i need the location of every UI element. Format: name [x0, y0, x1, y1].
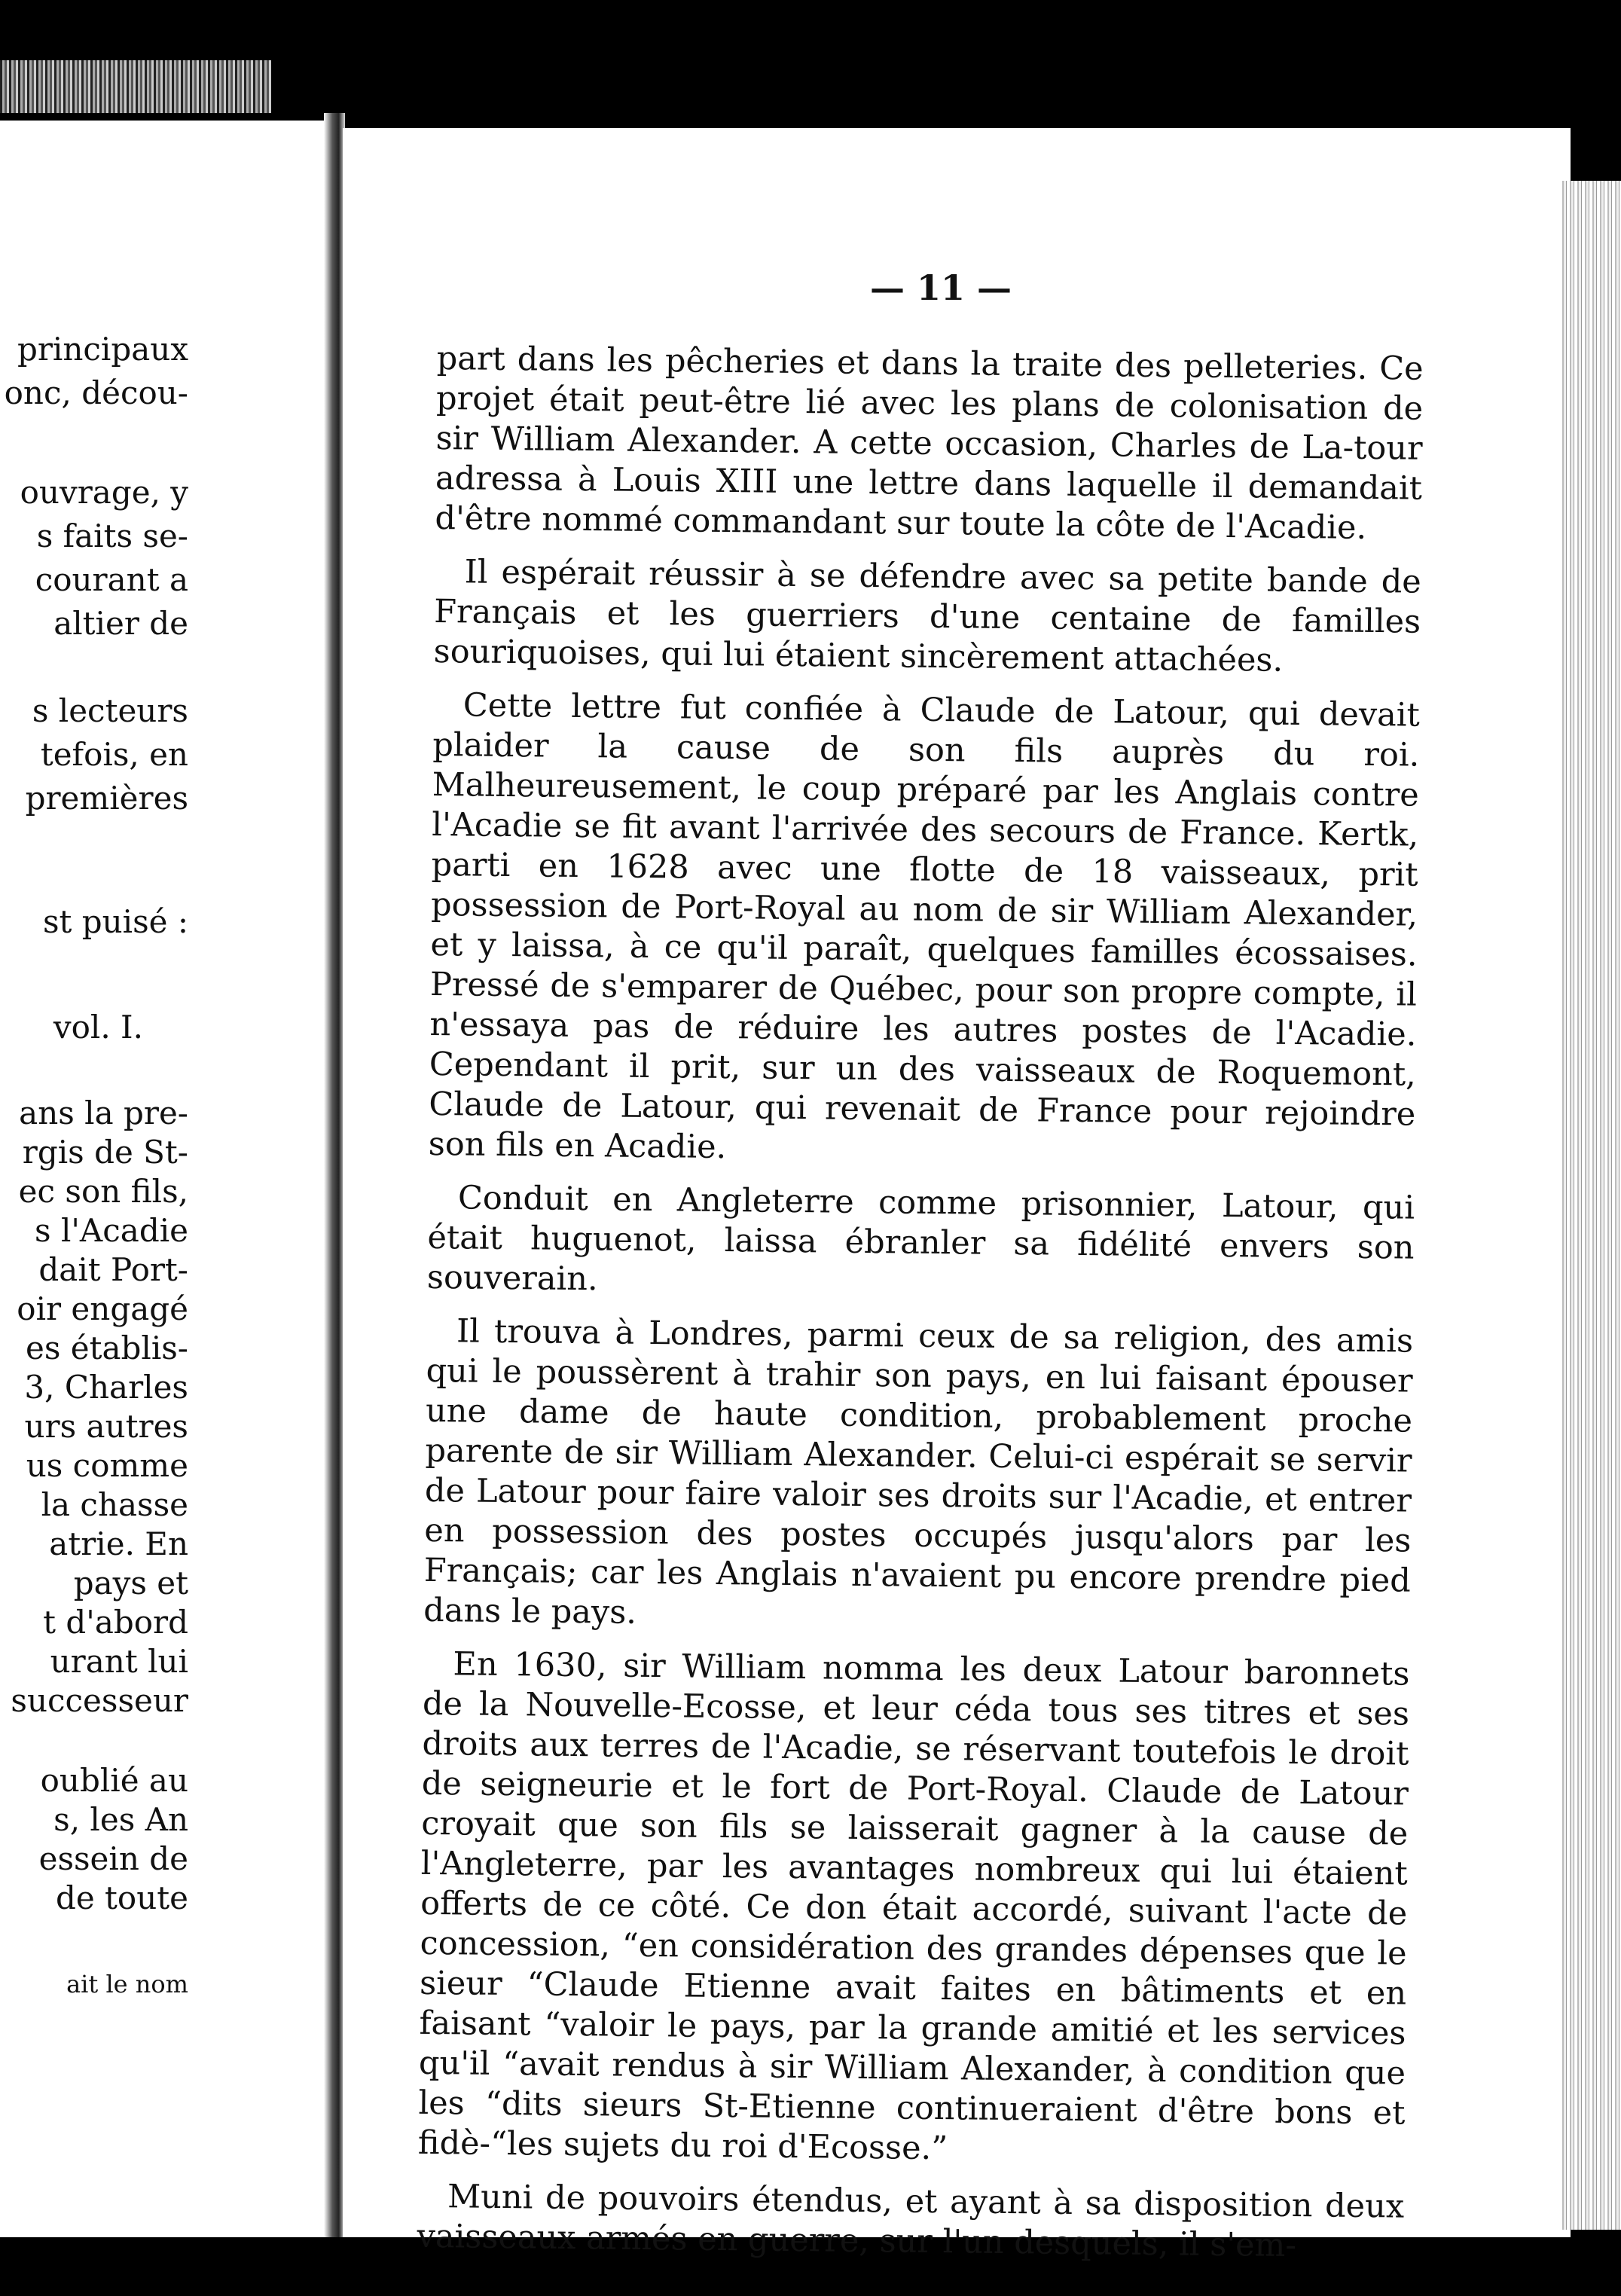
left-line: es établis- — [25, 1330, 188, 1366]
left-line: courant a — [35, 561, 188, 598]
left-line: altier de — [53, 605, 188, 642]
gutter-shadow — [324, 113, 345, 2237]
left-line: us comme — [26, 1447, 188, 1484]
book-spine-binding — [0, 60, 271, 113]
left-line: dait Port- — [38, 1251, 188, 1288]
left-line: urs autres — [24, 1408, 188, 1445]
left-line: oir engagé — [17, 1290, 188, 1327]
paragraph: Conduit en Angleterre comme prisonnier, Latour, qui était huguenot, laissa ébranler sa fidélité envers son souverain. — [426, 1179, 1415, 1299]
left-line: s lecteurs — [32, 692, 188, 729]
body-text — [417, 339, 1424, 2281]
left-line: tefois, en — [40, 736, 188, 773]
left-line: pays et — [73, 1565, 188, 1601]
left-line: oublié au — [40, 1762, 188, 1799]
left-line: vol. I. — [53, 1009, 143, 1046]
paragraph: Il trouva à Londres, parmi ceux de sa religion, des amis qui le poussèrent à trahir son pays, en lui faisant épouser une dame de haute condition, probablement proche parente de sir William Alexander. Celui-ci espérait se servir de Latour pour faire valoir ses droits sur l'Acadie, et entrer en possession des postes occupés jusqu'alors par les Français; car les Anglais n'avaient pu encore prendre pied dans le pays. — [423, 1312, 1414, 1632]
left-line: s faits se- — [36, 518, 188, 554]
paragraph: part dans les pêcheries et dans la traite des pelleteries. Ce projet était peut-être lié avec les plans de colonisation de sir William Alexander. A cette occasion, Charles de La-tour adressa à Louis XIII une lettre dans laquelle il demandait d'être nommé commandant sur toute la côte de l'Acadie. — [435, 339, 1424, 547]
page-number: — 11 — — [870, 267, 1012, 308]
paragraph: Muni de pouvoirs étendus, et ayant à sa disposition deux vaisseaux armés en guerre, sur l'un desquels, il s'em- — [417, 2178, 1405, 2265]
left-line: s, les An — [53, 1801, 188, 1838]
left-line: s l'Acadie — [35, 1212, 188, 1249]
scan-border-top — [0, 0, 1621, 45]
left-line: t d'abord — [43, 1604, 188, 1641]
left-line: 3, Charles — [24, 1369, 188, 1406]
left-line: atrie. En — [49, 1525, 188, 1562]
left-line: rgis de St- — [22, 1134, 188, 1171]
left-line: onc, décou- — [4, 374, 188, 411]
left-line: premières — [25, 780, 188, 817]
left-line: st puisé : — [42, 903, 188, 940]
left-line: ouvrage, y — [20, 474, 188, 511]
left-line: ans la pre- — [19, 1095, 188, 1131]
left-line: de toute — [55, 1879, 188, 1916]
left-line: successeur — [11, 1682, 188, 1719]
page-edge-stack — [1559, 181, 1621, 2230]
left-line: ec son fils, — [18, 1173, 188, 1210]
paragraph: Cette lettre fut confiée à Claude de Latour, qui devait plaider la cause de son fils auprès du roi. Malheureusement, le coup préparé par les Anglais contre l'Acadie se fit avant l'arrivée des secours de France. Kertk, parti en 1628 avec une flotte de 18 vaisseaux, prit possession de Port-Royal au nom de sir William Alexander, et y laissa, à ce qu'il paraît, quelques familles écossaises. Pressé de s'emparer de Québec, pour son propre compte, il n'essaya pas de réduire les autres postes de l'Acadie. Cependant il prit, sur un des vaisseaux de Roquemont, Claude de Latour, qui revenait de France pour rejoindre son fils en Acadie. — [428, 686, 1421, 1167]
left-line: principaux — [17, 331, 188, 368]
paragraph: Il espérait réussir à se défendre avec sa petite bande de Français et les guerriers d'une centaine de familles souriquoises, qui lui étaient sincèrement attachées. — [433, 553, 1421, 679]
paragraph: En 1630, sir William nomma les deux Latour baronnets de la Nouvelle-Ecosse, et leur céda tous ses titres et ses droits aux terres de l'Acadie, se réservant toutefois le droit de seigneurie et le fort de Port-Royal. Claude de Latour croyait que son fils se laisserait gagner à la cause de l'Angleterre, par les avantages nombreux qui lui étaient offerts de ce côté. Ce don était accordé, suivant l'acte de concession, “en considération des grandes dépenses que le sieur “Claude Etienne avait faites en bâtiments et en faisant “valoir le pays, par la grande amitié et les services qu'il “avait rendus à sir William Alexander, à condition que les “dits sieurs St-Etienne continueraient d'être bons et fidè-“les sujets du roi d'Ecosse.” — [417, 1645, 1410, 2168]
left-footnote-line: ait le nom — [66, 1970, 188, 1998]
left-line: urant lui — [50, 1643, 188, 1680]
left-line: essein de — [38, 1840, 188, 1877]
left-line: la chasse — [41, 1486, 188, 1523]
